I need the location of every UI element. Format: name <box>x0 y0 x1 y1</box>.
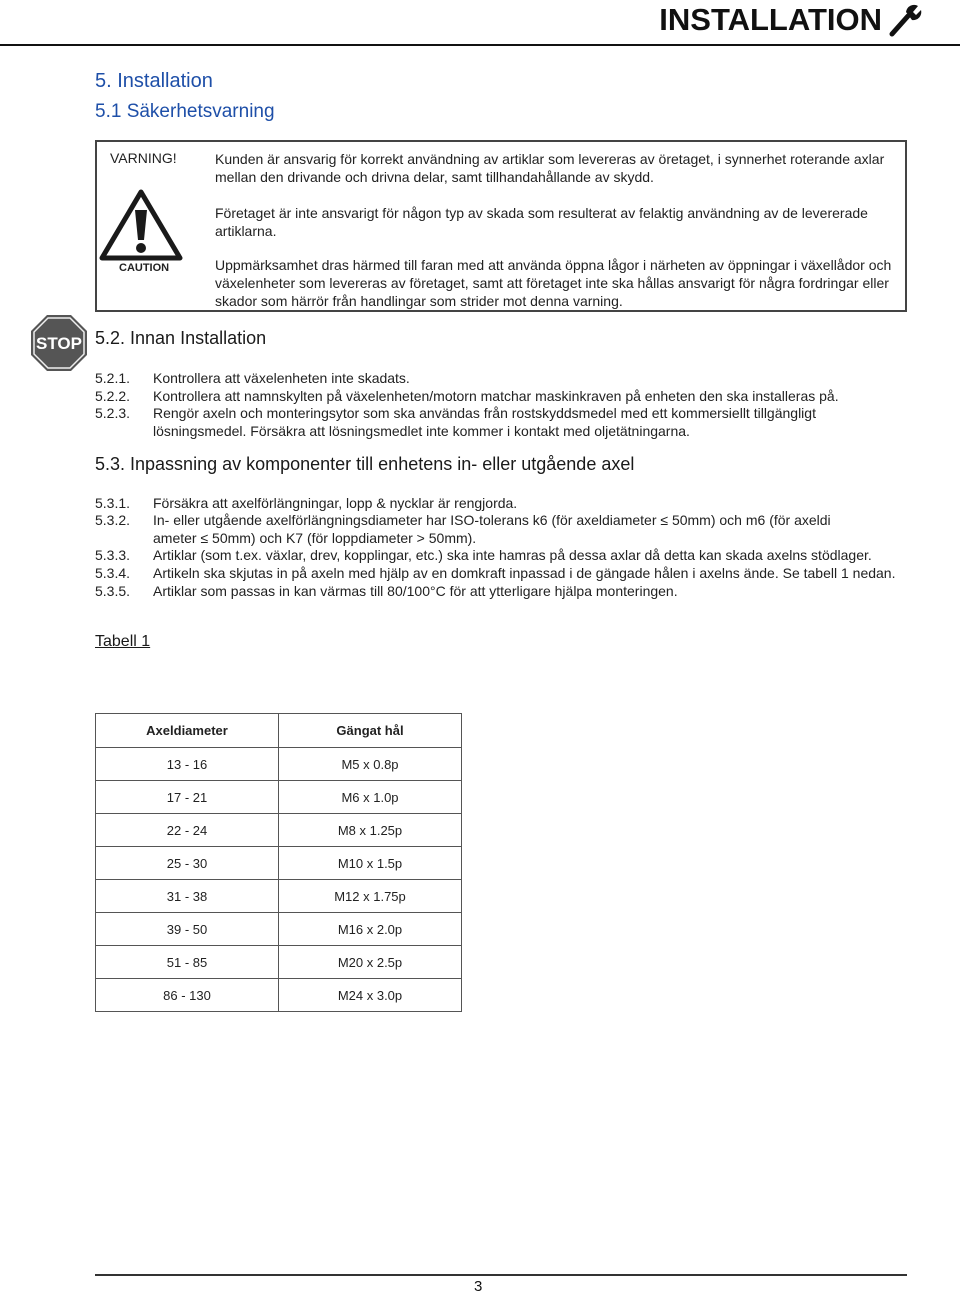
table-cell: 51 - 85 <box>96 946 279 979</box>
list-item-number: 5.2.3. <box>95 405 131 421</box>
table-row <box>96 979 462 1012</box>
page-header-title: INSTALLATION <box>659 2 882 37</box>
table-cell: M6 x 1.0p <box>279 781 462 814</box>
table-cell: M16 x 2.0p <box>279 913 462 946</box>
table-cell: 13 - 16 <box>96 748 279 781</box>
list-item <box>95 582 925 600</box>
list-item-number: 5.3.2. <box>95 512 131 528</box>
list-item-text: Artiklar (som t.ex. växlar, drev, kopplingar, etc.) ska inte hamras på dessa axlar då detta kan skada axelns stödlager. <box>153 547 872 563</box>
section-title: 5. Installation <box>95 70 213 92</box>
warning-label: VARNING! <box>110 150 177 166</box>
column-header-threaded-hole: Gängat hål <box>279 714 462 748</box>
list-item-number: 5.3.5. <box>95 583 131 599</box>
table-cell: M8 x 1.25p <box>279 814 462 847</box>
table-cell: M20 x 2.5p <box>279 946 462 979</box>
fitting-title: 5.3. Inpassning av komponenter till enhetens in- eller utgående axel <box>95 454 635 474</box>
table-row <box>96 748 462 781</box>
list-item <box>95 546 925 564</box>
list-item-number: 5.3.3. <box>95 547 131 563</box>
table-cell: 17 - 21 <box>96 781 279 814</box>
stop-sign-label: STOP <box>36 334 82 353</box>
table-cell: M24 x 3.0p <box>279 979 462 1012</box>
table-row <box>96 913 462 946</box>
subsection-title: 5.1 Säkerhetsvarning <box>95 101 275 122</box>
page-number: 3 <box>474 1278 483 1295</box>
list-item <box>95 494 925 512</box>
table-cell: M10 x 1.5p <box>279 847 462 880</box>
stop-sign-icon <box>30 314 88 372</box>
list-item <box>95 404 925 440</box>
footer-divider <box>95 1274 907 1276</box>
thread-table <box>95 713 462 1012</box>
table-cell: 39 - 50 <box>96 913 279 946</box>
list-item-text: Artikeln ska skjutas in på axeln med hjälp av en domkraft inpassad i de gängade hålen i axelns ände. Se tabell 1 nedan. <box>153 565 896 581</box>
list-item <box>95 564 925 582</box>
table-cell: M5 x 0.8p <box>279 748 462 781</box>
warning-paragraph-liability: Företaget är inte ansvarigt för någon typ av skada som resulterat av felaktig användning av de levererade artiklarna. <box>215 205 868 239</box>
table-row <box>96 847 462 880</box>
caution-triangle-icon <box>98 188 184 262</box>
table-cell: 22 - 24 <box>96 814 279 847</box>
wrench-icon <box>886 2 922 38</box>
list-item-number: 5.2.1. <box>95 370 131 386</box>
list-item-text: Försäkra att axelförlängningar, lopp & nycklar är rengjorda. <box>153 495 518 511</box>
list-item <box>95 387 925 405</box>
list-item-text: Kontrollera att namnskylten på växelenheten/motorn matchar maskinkraven på enheten den ska installeras på. <box>153 388 839 404</box>
table-cell: 31 - 38 <box>96 880 279 913</box>
table-cell: 86 - 130 <box>96 979 279 1012</box>
list-item-number: 5.3.1. <box>95 495 131 511</box>
table-caption: Tabell 1 <box>95 633 151 650</box>
warning-paragraph-open-flames: Uppmärksamhet dras härmed till faran med att använda öppna lågor i närheten av öppningar i växellådor och växelenheter som levereras av företaget, samt att företaget inte ska hållas ansvarigt för några fordringar eller skador som härrör från handlingar som strider mot denna varning. <box>215 257 892 309</box>
list-item-number: 5.3.4. <box>95 565 131 581</box>
table-row <box>96 781 462 814</box>
table-header-row <box>96 714 462 748</box>
table-row <box>96 814 462 847</box>
list-item-text: Kontrollera att växelenheten inte skadats. <box>153 370 410 386</box>
table-cell: 25 - 30 <box>96 847 279 880</box>
table-cell: M12 x 1.75p <box>279 880 462 913</box>
list-item <box>95 511 925 547</box>
list-item-number: 5.2.2. <box>95 388 131 404</box>
list-item-text: Artiklar som passas in kan värmas till 80/100°C för att ytterligare hjälpa monteringen. <box>153 583 678 599</box>
list-item-text: Rengör axeln och monteringsytor som ska användas från rostskyddsmedel med ett kommersiellt tillgängligt lösningsmedel. Försäkra att lösningsmedlet inte kommer i kontakt med oljetätningarna. <box>153 405 816 439</box>
warning-paragraph-responsibility: Kunden är ansvarig för korrekt användning av artiklar som levereras av öretaget, i synnerhet roterande axlar mellan den drivande och drivna delar, samt tillhandahållande av skydd. <box>215 151 885 185</box>
before-install-title: 5.2. Innan Installation <box>95 328 267 348</box>
column-header-shaft-diameter: Axeldiameter <box>96 714 279 748</box>
list-item <box>95 369 925 387</box>
table-row <box>96 946 462 979</box>
header-divider <box>0 44 960 46</box>
caution-label: CAUTION <box>119 262 170 274</box>
table-row <box>96 880 462 913</box>
list-item-text: In- eller utgående axelförlängningsdiameter har ISO-tolerans k6 (för axeldiameter ≤ 50mm) och m6 (för axeldi ameter ≤ 50mm) och K7 (för loppdiameter > 50mm). <box>153 512 831 546</box>
